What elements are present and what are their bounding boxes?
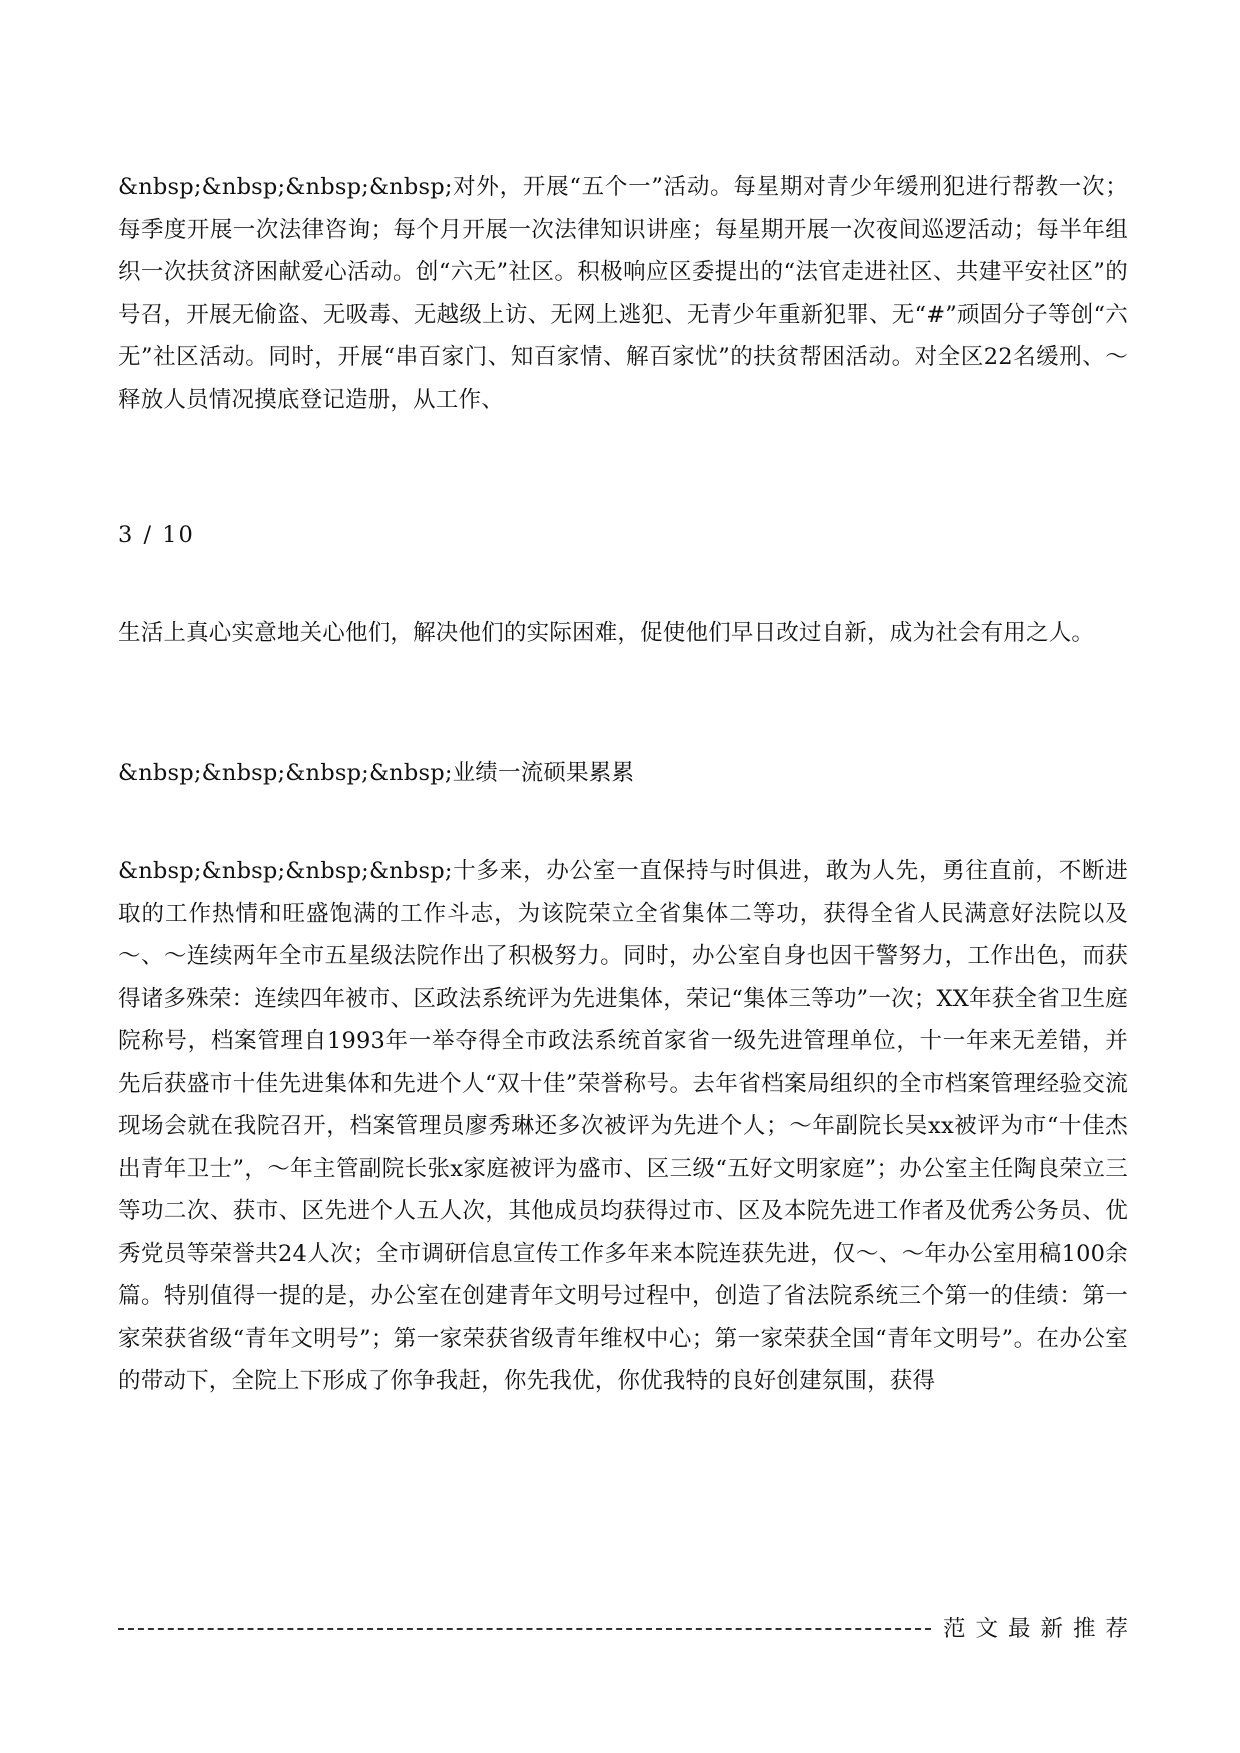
footer-dashed-rule — [118, 1628, 931, 1630]
paragraph-care-for-people: 生活上真心实意地关心他们，解决他们的实际困难，促使他们早日改过自新，成为社会有用之人。 — [118, 620, 1095, 646]
section-heading-achievements: &nbsp;&nbsp;&nbsp;&nbsp;业绩一流硕果累累 — [118, 760, 635, 786]
page-number: 3 / 10 — [118, 522, 195, 548]
paragraph-community-activities: &nbsp;&nbsp;&nbsp;&nbsp;对外，开展“五个一”活动。每星期对青少年缓刑犯进行帮教一次；每季度开展一次法律咨询；每个月开展一次法律知识讲座；每星期开展一次夜间巡逻活动；每半年组织一次扶贫济困献爱心活动。创“六无”社区。积极响应区委提出的“法官走进社区、共建平安社区”的号召，开展无偷盗、无吸毒、无越级上访、无网上逃犯、无青少年重新犯罪、无“#”顽固分子等创“六无”社区活动。同时，开展“串百家门、知百家情、解百家忧”的扶贫帮困活动。对全区22名缓刑、～释放人员情况摸底登记造册，从工作、 — [118, 174, 1128, 413]
paragraph-achievements: &nbsp;&nbsp;&nbsp;&nbsp;十多来，办公室一直保持与时俱进，敢为人先，勇往直前，不断进取的工作热情和旺盛饱满的工作斗志，为该院荣立全省集体二等功，获得全省人民满意好法院以及～、～连续两年全市五星级法院作出了积极努力。同时，办公室自身也因干警努力，工作出色，而获得诸多殊荣：连续四年被市、区政法系统评为先进集体，荣记“集体三等功”一次；XX年获全省卫生庭院称号，档案管理自1993年一举夺得全市政法系统首家省一级先进管理单位，十一年来无差错，并先后获盛市十佳先进集体和先进个人“双十佳”荣誉称号。去年省档案局组织的全市档案管理经验交流现场会就在我院召开，档案管理员廖秀琳还多次被评为先进个人；～年副院长吴xx被评为市“十佳杰出青年卫士”，～年主管副院长张x家庭被评为盛市、区三级“五好文明家庭”；办公室主任陶良荣立三等功二次、获市、区先进个人五人次，其他成员均获得过市、区及本院先进工作者及优秀公务员、优秀党员等荣誉共24人次；全市调研信息宣传工作多年来本院连获先进，仅～、～年办公室用稿100余篇。特别值得一提的是，办公室在创建青年文明号过程中，创造了省法院系统三个第一的佳绩：第一家荣获省级“青年文明号”；第一家荣获省级青年维权中心；第一家荣获全国“青年文明号”。在办公室的带动下，全院上下形成了你争我赶，你先我优，你优我特的良好创建氛围，获得 — [118, 858, 1128, 1394]
footer-label: 范文最新推荐 — [942, 1616, 1138, 1642]
page-footer — [118, 1607, 1138, 1647]
